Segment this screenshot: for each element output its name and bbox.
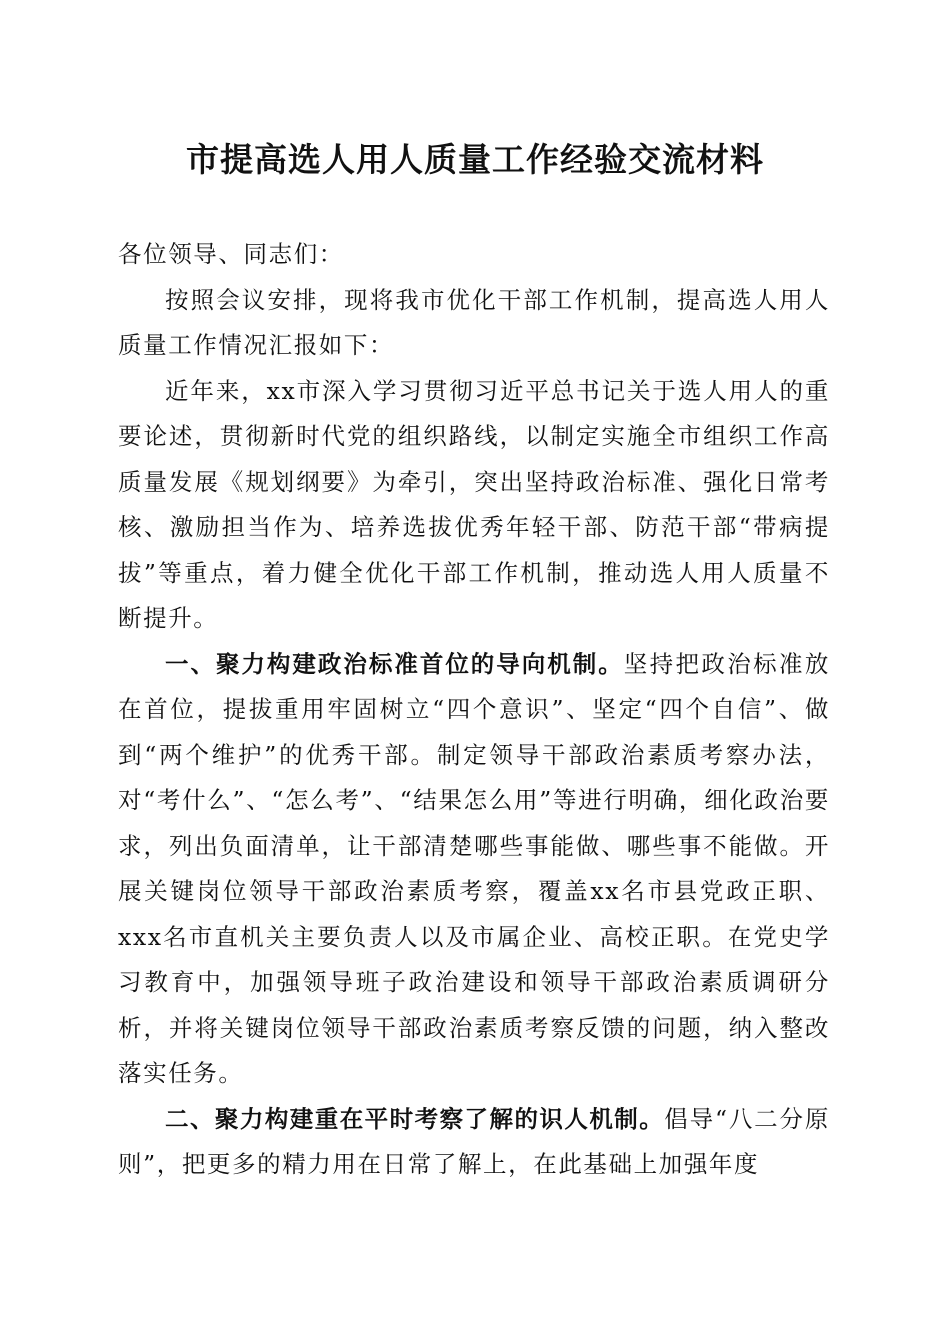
section-text-1: 坚持把政治标准放在首位，提拔重用牢固树立“四个意识”、坚定“四个自信”、做到“两个维护”的优秀干部。制定领导干部政治素质考察办法，对“考什么”、“怎么考”、“结果怎么用”等进行明确，细化政治要求，列出负面清单，让干部清楚哪些事能做、哪些事不能做。开展关键岗位领导干部政治素质考察，覆盖xx名市县党政正职、xxx名市直机关主要负责人以及市属企业、高校正职。在党史学习教育中，加强领导班子政治建设和领导干部政治素质调研分析，并将关键岗位领导干部政治素质考察反馈的问题，纳入整改落实任务。 bbox=[118, 649, 830, 1087]
section-paragraph-2 bbox=[118, 1097, 830, 1188]
greeting-paragraph: 各位领导、同志们： bbox=[118, 240, 344, 268]
section-heading-2: 二、聚力构建重在平时考察了解的识人机制。 bbox=[165, 1104, 665, 1133]
document-body bbox=[118, 232, 830, 1188]
section-heading-1: 一、聚力构建政治标准首位的导向机制。 bbox=[165, 649, 624, 678]
section-paragraph-1 bbox=[118, 642, 830, 1097]
document-title: 市提高选人用人质量工作经验交流材料 bbox=[186, 140, 764, 179]
overview-paragraph: 近年来，xx市深入学习贯彻习近平总书记关于选人用人的重要论述，贯彻新时代党的组织路线，以制定实施全市组织工作高质量发展《规划纲要》为牵引，突出坚持政治标准、强化日常考核、激励担当作为、培养选拔优秀年轻干部、防范干部“带病提拔”等重点，着力健全优化干部工作机制，推动选人用人质量不断提升。 bbox=[118, 376, 830, 632]
section-text-2: 倡导“八二分原则”，把更多的精力用在日常了解上，在此基础上加强年度 bbox=[118, 1104, 830, 1178]
intro-paragraph: 按照会议安排，现将我市优化干部工作机制，提高选人用人质量工作情况汇报如下： bbox=[118, 285, 830, 359]
